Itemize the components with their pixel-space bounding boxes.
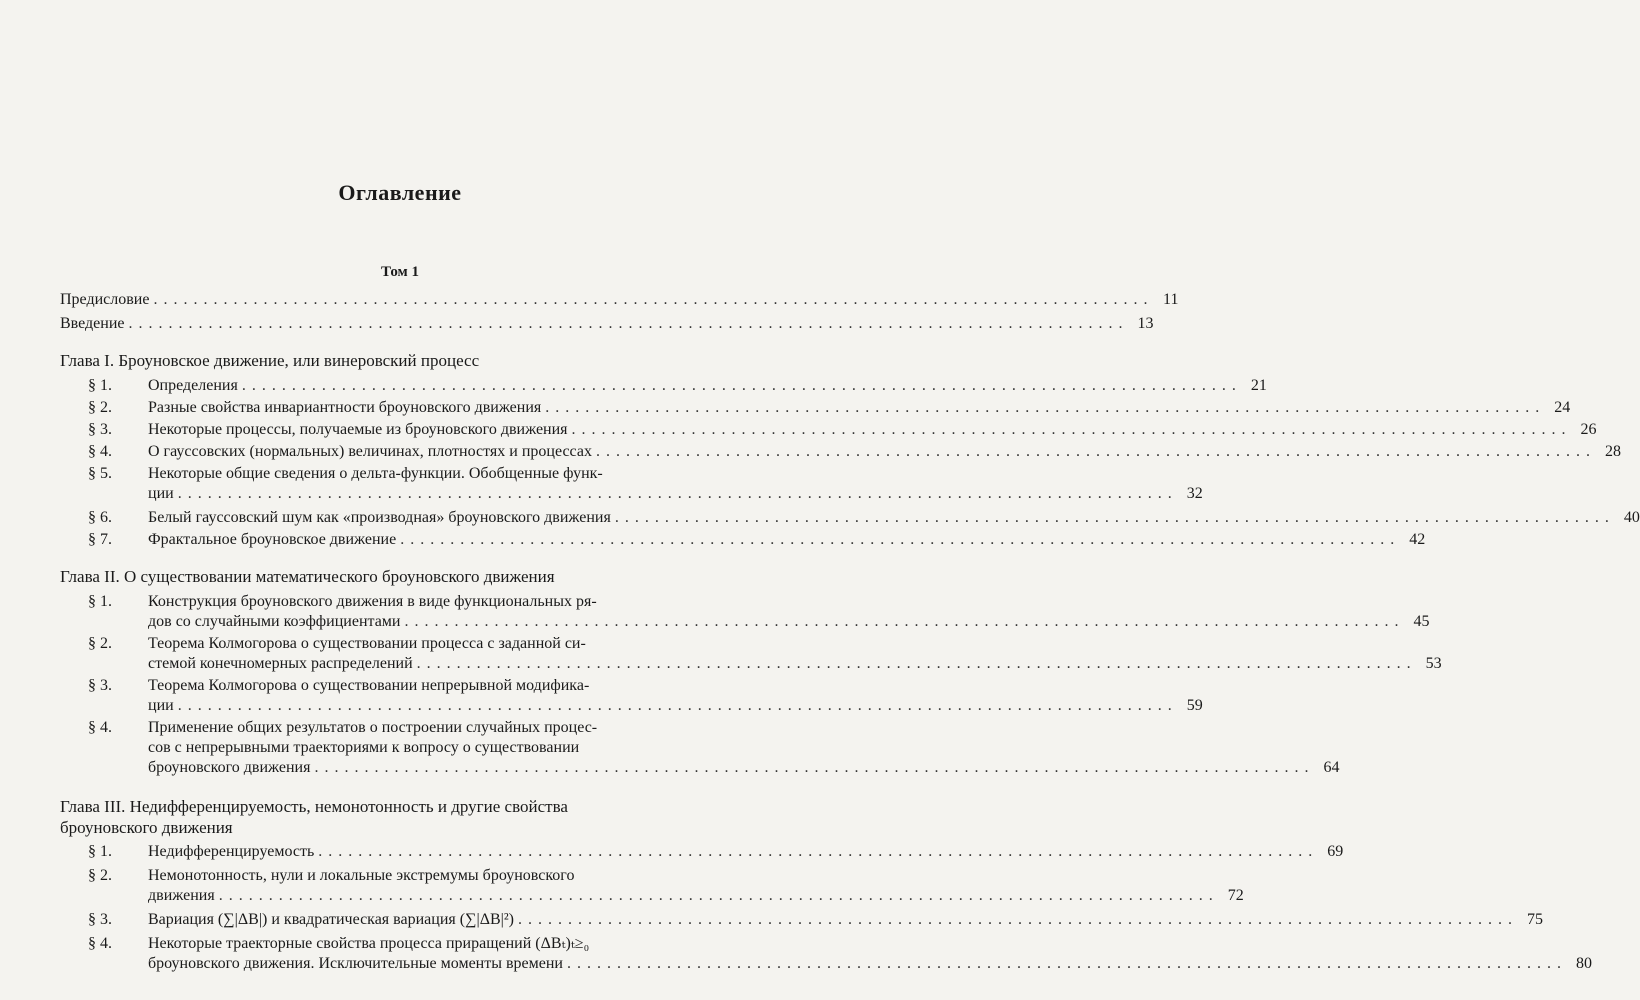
- section-number: § 1.: [88, 843, 112, 860]
- section-number: § 3.: [88, 421, 112, 438]
- page-number: 26: [1580, 421, 1597, 438]
- page-number: 28: [1604, 443, 1621, 460]
- leader-dots: [596, 442, 1591, 462]
- section-number: § 2.: [88, 399, 112, 416]
- section-number: § 6.: [88, 509, 112, 526]
- leader-dots: [518, 910, 1513, 930]
- section-number: § 4.: [88, 443, 112, 460]
- leader-dots: [178, 696, 1173, 716]
- page-number: 24: [1554, 399, 1571, 416]
- toc-entry-section: [60, 508, 1640, 528]
- entry-title: Некоторые процессы, получаемые из броуновского движения: [148, 421, 568, 438]
- toc-entry-section: [60, 376, 1267, 396]
- toc-entry-section: [60, 910, 1543, 930]
- entry-title: Вариация (∑|ΔB|) и квадратическая вариация (∑|ΔB|²): [148, 911, 514, 928]
- entry-title-continued: сов с непрерывными траекториями к вопросу о существовании: [148, 739, 580, 756]
- leader-dots: [178, 484, 1173, 504]
- page-number: 45: [1413, 613, 1430, 630]
- entry-title: Введение: [60, 315, 125, 332]
- page-number: 53: [1425, 655, 1442, 672]
- entry-title-continued: стемой конечномерных распределений: [148, 655, 413, 672]
- leader-dots: [545, 398, 1540, 418]
- entry-title: Теорема Колмогорова о существовании процесса с заданной си-: [148, 635, 586, 652]
- leader-dots: [219, 886, 1214, 906]
- toc-entry-section: [60, 676, 766, 696]
- toc-entry-section: [60, 842, 1344, 862]
- toc-entry-introduction: [60, 314, 1154, 334]
- page-number: 69: [1327, 843, 1344, 860]
- toc-entry-section: [60, 530, 1426, 550]
- section-number: § 1.: [88, 593, 112, 610]
- volume-heading: Том 1: [380, 264, 419, 280]
- section-number: § 5.: [88, 465, 112, 482]
- entry-title: Белый гауссовский шум как «производная» броуновского движения: [148, 509, 611, 526]
- page-number: 80: [1575, 955, 1592, 972]
- entry-title: Немонотонность, нули и локальные экстремумы броуновского: [148, 867, 575, 884]
- section-number: § 4.: [88, 935, 112, 952]
- page-number: 21: [1250, 377, 1267, 394]
- toc-entry-continuation: [60, 758, 1340, 778]
- toc-entry-section: [60, 464, 766, 484]
- toc-entry-continuation: [60, 612, 1430, 632]
- leader-dots: [400, 530, 1395, 550]
- leader-dots: [417, 654, 1412, 674]
- toc-entry-section: [60, 420, 1597, 440]
- page-number: 59: [1186, 697, 1203, 714]
- leader-dots: [567, 954, 1562, 974]
- chapter-heading: Глава I. Броуновское движение, или винеровский процесс: [60, 351, 480, 370]
- entry-title: Применение общих результатов о построении случайных процес-: [148, 719, 598, 736]
- toc-entry-continuation: [60, 886, 1244, 906]
- page-number: 64: [1323, 759, 1340, 776]
- section-number: § 2.: [88, 867, 112, 884]
- leader-dots: [572, 420, 1567, 440]
- toc-entry-section: [60, 718, 766, 738]
- toc-entry-section: [60, 934, 766, 954]
- toc-entry-continuation: [60, 954, 1592, 974]
- page-number: 11: [1163, 291, 1179, 308]
- toc-entry-section: [60, 592, 766, 612]
- page-number: 32: [1186, 485, 1203, 502]
- entry-title: Некоторые траекторные свойства процесса приращений (ΔBₜ)ₜ≥₀: [148, 935, 590, 952]
- page-number: 42: [1409, 531, 1426, 548]
- page-number: 40: [1623, 509, 1640, 526]
- entry-title: Недифференцируемость: [148, 843, 315, 860]
- toc-entry-section: [60, 866, 766, 886]
- chapter-heading-continued: броуновского движения: [60, 818, 233, 837]
- section-number: § 1.: [88, 377, 112, 394]
- page-number: 72: [1227, 887, 1244, 904]
- section-number: § 4.: [88, 719, 112, 736]
- toc-entry-section: [60, 634, 766, 654]
- page-title: Оглавление: [338, 180, 462, 205]
- section-number: § 2.: [88, 635, 112, 652]
- section-number: § 7.: [88, 531, 112, 548]
- entry-title: Теорема Колмогорова о существовании непрерывной модифика-: [148, 677, 590, 694]
- entry-title: Некоторые общие сведения о дельта-функции. Обобщенные функ-: [148, 465, 603, 482]
- leader-dots: [615, 508, 1610, 528]
- toc-entry-section: [60, 398, 1571, 418]
- entry-title-continued: дов со случайными коэффициентами: [148, 613, 401, 630]
- entry-title: Конструкция броуновского движения в виде функциональных ря-: [148, 593, 597, 610]
- toc-entry-preface: [60, 290, 1179, 310]
- leader-dots: [318, 842, 1313, 862]
- entry-title: Разные свойства инвариантности броуновского движения: [148, 399, 542, 416]
- leader-dots: [405, 612, 1400, 632]
- page-number: 13: [1137, 315, 1154, 332]
- toc-entry-continuation: [60, 484, 1203, 504]
- toc-entry-continuation: [60, 696, 1203, 716]
- entry-title: О гауссовских (нормальных) величинах, плотностях и процессах: [148, 443, 592, 460]
- toc-entry-continuation: [60, 654, 1442, 674]
- leader-dots: [242, 376, 1237, 396]
- leader-dots: [153, 290, 1148, 310]
- chapter-heading: Глава II. О существовании математического броуновского движения: [60, 567, 555, 586]
- entry-title-continued: броуновского движения. Исключительные моменты времени: [148, 955, 563, 972]
- section-number: § 3.: [88, 677, 112, 694]
- leader-dots: [129, 314, 1124, 334]
- entry-title-continued: ции: [148, 697, 174, 714]
- chapter-heading: Глава III. Недифференцируемость, немонотонность и другие свойства: [60, 797, 568, 816]
- entry-title-continued: ции: [148, 485, 174, 502]
- entry-title-continued: движения: [148, 887, 215, 904]
- section-number: § 3.: [88, 911, 112, 928]
- toc-entry-section: [60, 442, 1621, 462]
- entry-title: Фрактальное броуновское движение: [148, 531, 397, 548]
- page-number: 75: [1526, 911, 1543, 928]
- entry-title-continued: броуновского движения: [148, 759, 311, 776]
- toc-entry-continuation: [60, 738, 766, 758]
- entry-title: Определения: [148, 377, 238, 394]
- entry-title: Предисловие: [60, 291, 150, 308]
- leader-dots: [314, 758, 1309, 778]
